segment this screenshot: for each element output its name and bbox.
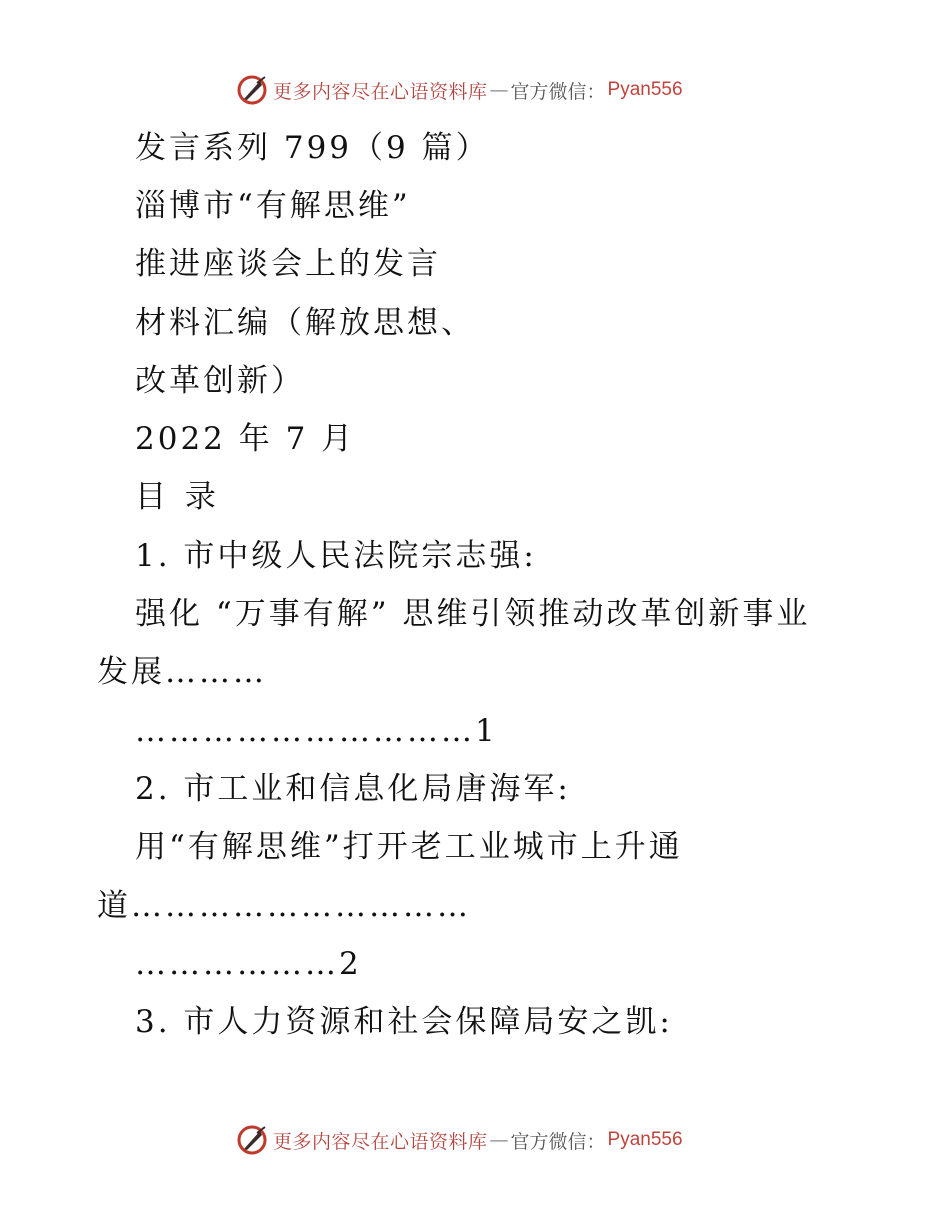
watermark-text: 更多内容尽在心语资料库 (273, 1130, 488, 1153)
watermark-text: 更多内容尽在心语资料库 (273, 80, 488, 103)
watermark-id: Pyan556 (607, 79, 683, 100)
toc-entry-1-title: 强化 “万事有解” 思维引领推动改革创新事业 (135, 596, 811, 632)
toc-entry-2-page: ………………2 (135, 946, 362, 982)
series-title: 发言系列 799（9 篇） (135, 130, 490, 166)
toc-entry-1-page: …………………………1 (135, 713, 498, 749)
watermark-label: 官方微信： (510, 80, 606, 103)
quill-logo-icon (235, 73, 269, 107)
header-watermark (235, 72, 683, 108)
toc-entry-2-title-cont: 道………………………… (97, 888, 471, 924)
doc-title-line-1: 淄博市“有解思维” (135, 188, 411, 224)
doc-title-line-4: 改革创新） (135, 363, 305, 399)
toc-entry-1-title-cont: 发展……… (97, 654, 267, 690)
watermark-id: Pyan556 (607, 1129, 683, 1150)
watermark-label: 官方微信： (510, 1130, 606, 1153)
toc-entry-3-author: 3. 市人力资源和社会保障局安之凯: (135, 1004, 673, 1040)
footer-watermark (235, 1122, 683, 1158)
doc-title-line-3: 材料汇编（解放思想、 (135, 305, 475, 341)
toc-entry-2-title: 用“有解思维”打开老工业城市上升通 (135, 829, 683, 865)
doc-date: 2022 年 7 月 (135, 421, 356, 457)
watermark-separator: — (489, 79, 509, 101)
toc-entry-2-author: 2. 市工业和信息化局唐海军: (135, 771, 571, 807)
doc-title-line-2: 推进座谈会上的发言 (135, 246, 441, 282)
watermark-separator: — (489, 1129, 509, 1151)
toc-entry-1-author: 1. 市中级人民法院宗志强: (135, 538, 537, 574)
toc-heading: 目 录 (135, 479, 221, 515)
quill-logo-icon (235, 1123, 269, 1157)
